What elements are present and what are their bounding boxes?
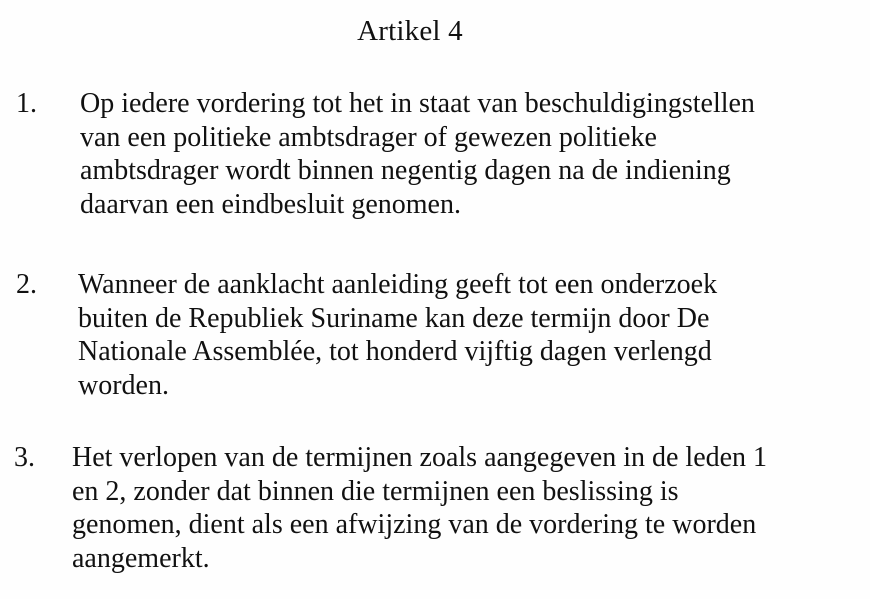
text-line: worden.	[78, 369, 169, 401]
text-line: van een politieke ambtsdrager of gewezen politieke	[80, 121, 657, 153]
text-line: daarvan een eindbesluit genomen.	[80, 188, 461, 220]
text-line: ambtsdrager wordt binnen negentig dagen na de indiening	[80, 155, 731, 186]
text-line: Nationale Assemblée, tot honderd vijftig dagen verlengd	[78, 336, 712, 367]
text-line: buiten de Republiek Suriname kan deze termijn door De	[78, 302, 710, 334]
article-text	[72, 441, 767, 575]
text-line: Het verlopen van de termijnen zoals aangegeven in de leden 1	[72, 442, 768, 473]
article-number: 1.	[16, 88, 37, 119]
text-line: Wanneer de aanklacht aanleiding geeft tot een onderzoek	[78, 269, 718, 300]
article-number: 2.	[16, 269, 37, 300]
text-line: aangemerkt.	[72, 542, 210, 574]
text-line: en 2, zonder dat binnen die termijnen een beslissing is	[72, 475, 679, 507]
text-line: Op iedere vordering tot het in staat van beschuldigingstellen	[80, 88, 755, 119]
article-number: 3.	[14, 442, 35, 473]
text-line: genomen, dient als een afwijzing van de vordering te worden	[72, 509, 757, 540]
article-text	[80, 87, 755, 221]
article-heading: Artikel 4	[357, 15, 463, 47]
article-text	[78, 268, 717, 402]
